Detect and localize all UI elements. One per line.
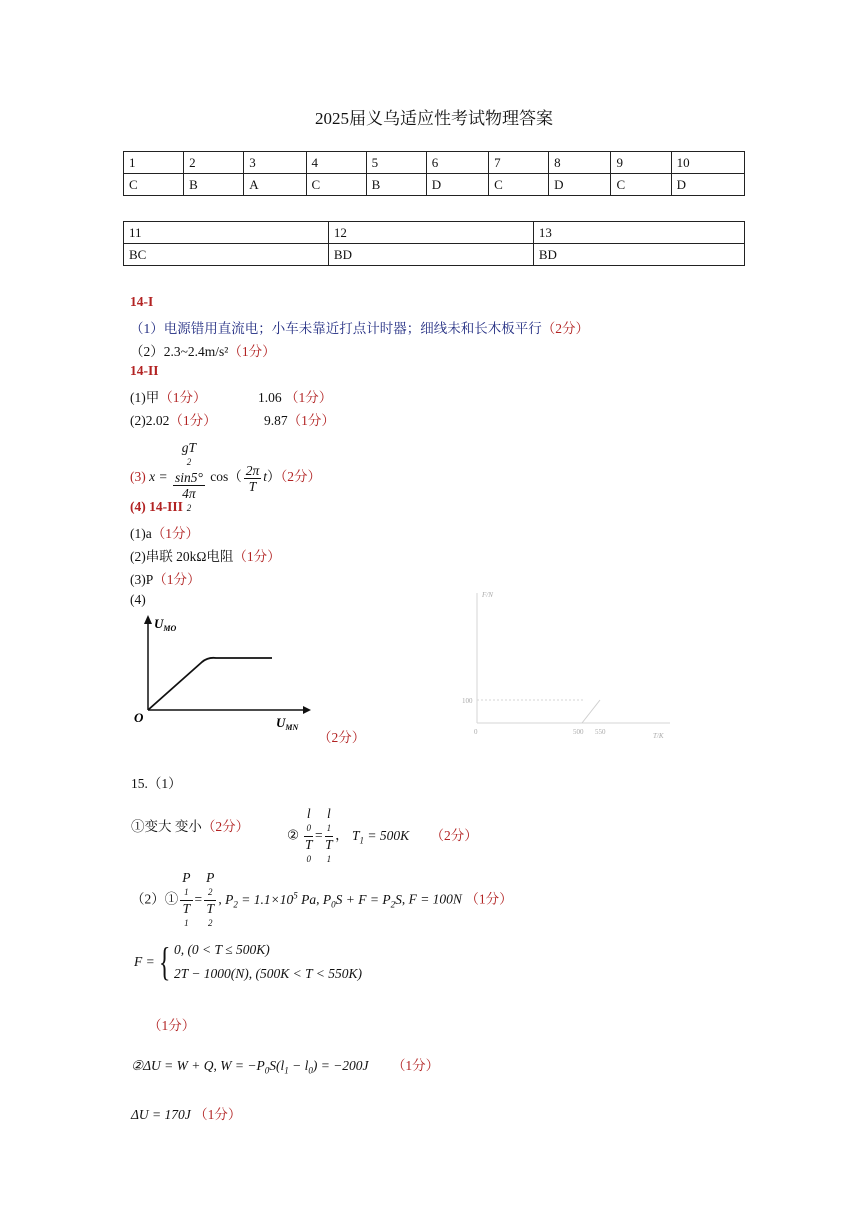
section-14-3-header: (4) 14-III <box>130 499 183 514</box>
formula-cos: cos（ <box>210 469 242 485</box>
score-label: （1分） <box>169 413 217 428</box>
score-label: （2分） <box>430 827 478 843</box>
answer-14-1-1 <box>130 317 589 337</box>
score-label: （1分） <box>465 891 513 907</box>
score-label: （1分） <box>194 1107 242 1122</box>
formula-fraction: gT 2 sin5° 4π 2 <box>174 440 203 513</box>
answer-text: （1）电源错用直流电；小车未靠近打点计时器；细线未和长木板平行 <box>130 321 542 336</box>
table-cell: A <box>244 174 306 196</box>
table-cell: 2 <box>184 152 244 174</box>
x-tick-label: 550 <box>595 728 606 736</box>
formula-piecewise-cases: 0, (0 < T ≤ 500K) 2T − 1000(N), (500K < T < 550K) <box>173 942 363 981</box>
formula-t: t <box>263 469 268 485</box>
table-row <box>124 244 745 266</box>
answer-15-piecewise <box>134 938 362 986</box>
section-15-header: 15.（1） <box>131 776 182 791</box>
page-title: 2025届义乌适应性考试物理答案 <box>315 109 553 128</box>
answer-14-2-2-value <box>264 409 335 429</box>
score-label: （1分） <box>391 1058 440 1073</box>
table-cell: C <box>124 174 184 196</box>
table-cell: BD <box>533 244 744 266</box>
answer-text: 9.87 <box>264 413 288 428</box>
score-label: （2分） <box>201 819 250 834</box>
answer-15-3: ②ΔU = W + Q, $W = -P_0S(l_1 - l_0) = -200J$ （1分） <box>131 1058 440 1076</box>
answer-15-1 <box>131 815 249 835</box>
y-axis-label: F/N <box>482 591 493 599</box>
score-label: （1分） <box>233 549 281 564</box>
answer-text: (1)a <box>130 526 152 541</box>
answer-label: （2）① <box>131 891 179 907</box>
answer-14-3-3 <box>130 568 201 588</box>
origin-label: O <box>134 710 144 725</box>
graph-segment <box>582 700 600 723</box>
answer-14-2-2 <box>130 409 217 429</box>
answer-15-1-equation: ② l 0 T 0 = l 1 T 1 ， $T_1 = 500K$ （2分） <box>287 806 478 867</box>
table-cell: 12 <box>328 222 533 244</box>
formula-t1: $T_1 = 500K$ <box>351 827 410 846</box>
answer-table-1 <box>123 151 745 196</box>
answer-14-3-2 <box>130 545 281 565</box>
y-axis-arrow-icon <box>144 615 152 624</box>
score-label: （1分） <box>159 390 207 405</box>
table-cell: B <box>184 174 244 196</box>
formula-fraction: P 2 T 2 <box>206 870 215 928</box>
answer-text: (2)2.02 <box>130 413 170 428</box>
y-tick-label: 100 <box>462 697 473 705</box>
brace-icon: { <box>158 939 171 984</box>
score-label: （1分） <box>285 390 333 405</box>
score-label: （1分） <box>148 1018 196 1033</box>
answer-text: 1.06 <box>258 390 282 405</box>
answer-15-4 <box>131 1103 241 1123</box>
formula-force: F = 100N <box>408 891 462 907</box>
formula-p2: $P_2 = 1.1\times 10^5$ Pa <box>225 890 317 910</box>
table-cell: 3 <box>244 152 306 174</box>
table-cell: 5 <box>366 152 426 174</box>
formula-fraction-2pi: $\frac{2\pi}{T}$ <box>245 462 260 494</box>
score-label: （1分） <box>228 344 276 359</box>
table-cell: 9 <box>611 152 671 174</box>
table-cell: 1 <box>124 152 184 174</box>
score-label: （1分） <box>287 413 335 428</box>
answer-label: (3) <box>130 469 146 485</box>
table-cell: 10 <box>671 152 744 174</box>
table-row <box>124 222 745 244</box>
table-cell: 7 <box>489 152 549 174</box>
origin-label: 0 <box>474 728 478 736</box>
answer-14-2-1-value <box>258 386 332 406</box>
graph-force-temperature <box>460 585 675 745</box>
table-cell: C <box>306 174 366 196</box>
formula-fraction: l 0 T 0 <box>304 806 313 864</box>
formula-f: F = <box>134 954 155 969</box>
table-cell: BC <box>124 244 329 266</box>
table-cell: 6 <box>426 152 488 174</box>
formula-fraction: P 1 T 1 <box>182 870 191 928</box>
table-cell: 13 <box>533 222 744 244</box>
graph-curve <box>148 658 272 710</box>
answer-text: (2)串联 20kΩ电阻 <box>130 549 234 564</box>
x-axis-label: T/K <box>653 732 664 740</box>
table-cell: D <box>549 174 611 196</box>
y-axis-label: $U_{MO}$ <box>154 616 177 633</box>
answer-15-2: （2）① P 1 T 1 = P 2 T 2 , $P_2 = 1.1\times 10^5$ Pa, $P_0S + F = P_2S$, F = 100N （1分） <box>131 870 513 931</box>
answer-text: ①变大 变小 <box>131 819 202 834</box>
answer-text: （2）2.3~2.4m/s² <box>130 344 229 359</box>
formula-delta-u: ΔU = 170J <box>131 1107 191 1122</box>
table-cell: BD <box>328 244 533 266</box>
formula-x: x = <box>149 469 168 485</box>
answer-14-2-3: (3) x = gT 2 sin5° 4π 2 cos（ $\frac{2\pi}{T}$ t）（2分） <box>130 440 321 516</box>
section-14-1-header: 14-I <box>130 294 154 309</box>
graph-umo-umn <box>128 612 328 737</box>
table-cell: 8 <box>549 152 611 174</box>
table-cell: C <box>489 174 549 196</box>
answer-14-2-1 <box>130 386 207 406</box>
x-axis-arrow-icon <box>303 706 311 714</box>
table-row <box>124 174 745 196</box>
x-axis-label: $U_{MN}$ <box>276 715 299 732</box>
formula-force-balance: $P_0S + F = P_2S$ <box>322 891 402 910</box>
formula-first-law: ②ΔU = W + Q <box>131 1058 214 1073</box>
answer-text: (3)P <box>130 572 154 587</box>
table-row <box>124 152 745 174</box>
formula-work: $W = -P_0S(l_1 - l_0) = -200J$ <box>220 1058 369 1076</box>
formula-fraction: l 1 T 1 <box>325 806 333 864</box>
answer-text: (1)甲 <box>130 390 160 405</box>
score-label: （2分） <box>318 730 366 745</box>
table-cell: B <box>366 174 426 196</box>
score-label: （2分） <box>280 469 322 485</box>
table-cell: C <box>611 174 671 196</box>
table-cell: 11 <box>124 222 329 244</box>
table-cell: D <box>671 174 744 196</box>
score-label: （1分） <box>151 526 199 541</box>
answer-14-1-2 <box>130 340 276 360</box>
table-cell: 4 <box>306 152 366 174</box>
table-cell: D <box>426 174 488 196</box>
answer-14-3-4: (4) <box>130 592 146 607</box>
section-14-2-header: 14-II <box>130 363 159 378</box>
answer-14-3-1 <box>130 522 199 542</box>
score-label: （1分） <box>153 572 201 587</box>
score-label: （2分） <box>541 321 589 336</box>
x-tick-label: 500 <box>573 728 584 736</box>
answer-table-2 <box>123 221 745 266</box>
